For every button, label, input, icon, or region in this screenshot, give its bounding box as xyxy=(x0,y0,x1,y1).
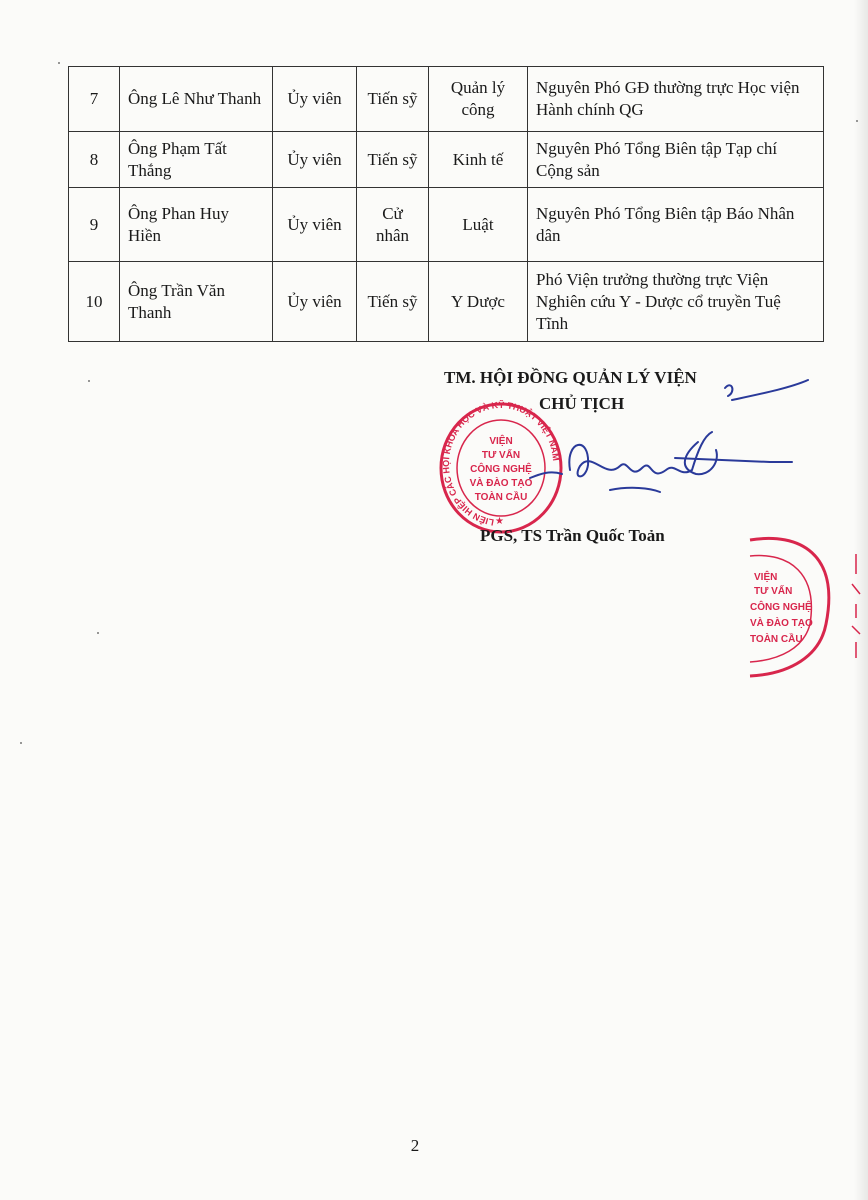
member-degree: Tiến sỹ xyxy=(357,67,429,132)
member-role: Ủy viên xyxy=(273,67,357,132)
member-name: Ông Phan Huy Hiền xyxy=(120,188,273,262)
scan-speck xyxy=(58,62,60,64)
stamp-center-line: VIỆN xyxy=(754,572,778,583)
row-number: 9 xyxy=(69,188,120,262)
row-number: 8 xyxy=(69,132,120,188)
table-row xyxy=(69,188,824,262)
partial-seal-stamp xyxy=(740,534,868,686)
signature-on-behalf: TM. HỘI ĐỒNG QUẢN LÝ VIỆN xyxy=(444,368,697,387)
row-number: 10 xyxy=(69,262,120,342)
stamp-center-line: TOÀN CẦU xyxy=(750,634,803,645)
table-row xyxy=(69,262,824,342)
row-number: 7 xyxy=(69,67,120,132)
stamp-center-line: VIỆN xyxy=(489,436,513,447)
member-field: Quản lý công xyxy=(429,67,528,132)
member-field: Y Dược xyxy=(429,262,528,342)
member-degree: Tiến sỹ xyxy=(357,132,429,188)
star-icon: ★ xyxy=(495,516,504,527)
stamp-center-line: VÀ ĐÀO TẠO xyxy=(469,478,533,489)
scan-speck xyxy=(20,742,22,744)
scan-speck xyxy=(856,120,858,122)
stamp-center-line: VÀ ĐÀO TẠO xyxy=(750,618,813,629)
member-degree: Tiến sỹ xyxy=(357,262,429,342)
member-name: Ông Lê Như Thanh xyxy=(120,67,273,132)
page-number: 2 xyxy=(410,1136,420,1155)
member-degree: Cử nhân xyxy=(357,188,429,262)
member-name: Ông Phạm Tất Thắng xyxy=(120,132,273,188)
signature-scribble xyxy=(470,370,810,520)
stamp-center-line: CÔNG NGHỆ xyxy=(470,464,532,475)
member-position: Phó Viện trưởng thường trực Viện Nghiên cứu Y - Dược cổ truyền Tuệ Tĩnh xyxy=(528,262,824,342)
signer-name: PGS, TS Trần Quốc Toản xyxy=(480,526,665,545)
stamp-center-line: TƯ VẤN xyxy=(754,586,793,597)
member-role: Ủy viên xyxy=(273,132,357,188)
table-row xyxy=(69,67,824,132)
signature-title: CHỦ TỊCH xyxy=(539,394,625,413)
member-field: Luật xyxy=(429,188,528,262)
stamp-center-line: TƯ VẤN xyxy=(481,450,521,461)
member-position: Nguyên Phó GĐ thường trực Học viện Hành chính QG xyxy=(528,67,824,132)
scan-speck xyxy=(97,632,99,634)
table-row xyxy=(69,132,824,188)
stamp-ring-text: LIÊN HIỆP CÁC HỘI KHOA HỌC VÀ KỸ THUẬT VIỆT NAM xyxy=(441,400,562,528)
member-field: Kinh tế xyxy=(429,132,528,188)
members-table xyxy=(68,66,824,342)
stamp-center-line: TOÀN CẦU xyxy=(474,492,528,503)
stamp-center-line: CÔNG NGHỆ xyxy=(750,602,812,613)
member-role: Ủy viên xyxy=(273,262,357,342)
member-position: Nguyên Phó Tổng Biên tập Tạp chí Cộng sản xyxy=(528,132,824,188)
member-position: Nguyên Phó Tổng Biên tập Báo Nhân dân xyxy=(528,188,824,262)
scan-speck xyxy=(88,380,90,382)
member-name: Ông Trần Văn Thanh xyxy=(120,262,273,342)
member-role: Ủy viên xyxy=(273,188,357,262)
